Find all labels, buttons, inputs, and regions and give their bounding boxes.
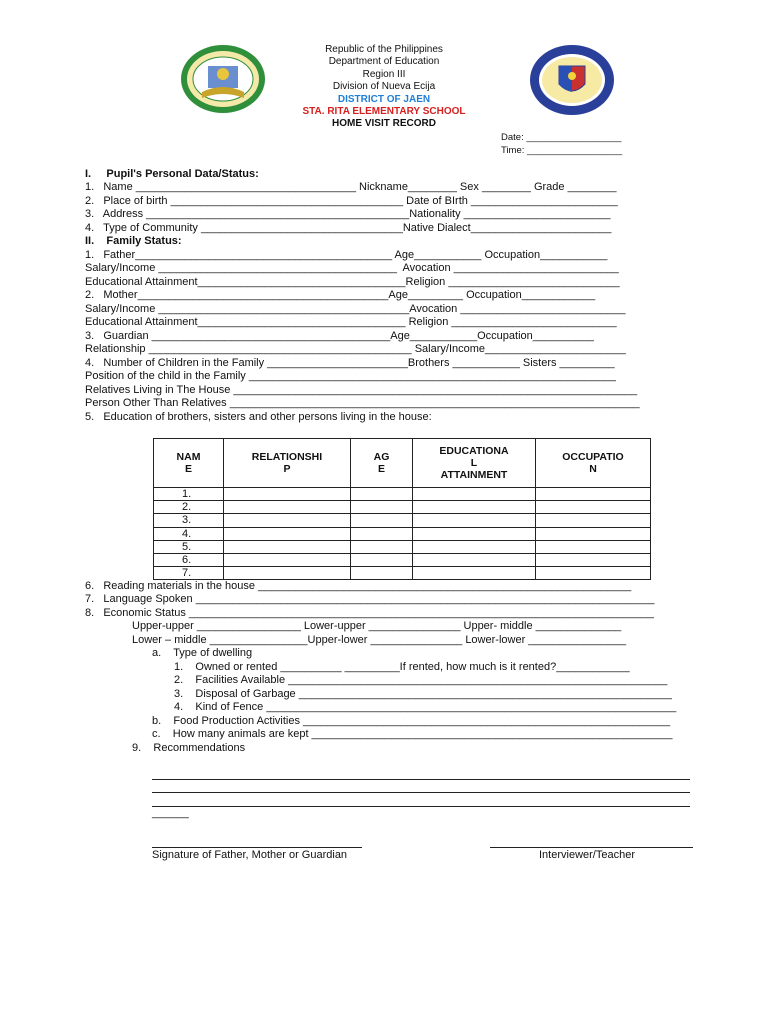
field-children-count[interactable]: 4. Number of Children in the Family _______________________Brothers ___________ Sisters _________	[85, 357, 615, 369]
school-name: STA. RITA ELEMENTARY SCHOOL	[302, 106, 466, 118]
recommendation-line[interactable]	[152, 779, 690, 780]
table-row[interactable]: 4.	[154, 527, 651, 540]
field-child-position[interactable]: Position of the child in the Family ____________________________________________________________	[85, 370, 616, 382]
signature-line-teacher[interactable]	[490, 847, 693, 848]
field-economic-status[interactable]: 8. Economic Status ____________________________________________________________________________	[85, 607, 654, 619]
field-economic-upper[interactable]: Upper-upper _________________ Lower-upper _______________ Upper- middle ______________	[132, 620, 622, 632]
signature-label-guardian: Signature of Father, Mother or Guardian	[152, 849, 348, 861]
document-title: HOME VISIT RECORD	[332, 118, 436, 130]
field-garbage[interactable]: 3. Disposal of Garbage _____________________________________________________________	[174, 688, 672, 700]
table-row[interactable]: 2.	[154, 501, 651, 514]
field-reading-materials[interactable]: 6. Reading materials in the house _____________________________________________________________	[85, 580, 632, 592]
field-language[interactable]: 7. Language Spoken ___________________________________________________________________________	[85, 593, 655, 605]
section-family-status: II. Family Status:	[85, 235, 182, 247]
header-line1: Republic of the Philippines	[325, 44, 443, 55]
field-guardian[interactable]: 3. Guardian _______________________________________Age___________Occupation__________	[85, 330, 594, 342]
time-field[interactable]: Time: __________________	[501, 145, 623, 156]
recommendation-line[interactable]	[152, 806, 690, 807]
table-row[interactable]: 1.	[154, 488, 651, 501]
col-relationship: RELATIONSHI P	[224, 439, 351, 488]
field-guardian-relationship[interactable]: Relationship ___________________________________________ Salary/Income_______________________	[85, 343, 626, 355]
table-row[interactable]: 5.	[154, 540, 651, 553]
field-father-salary[interactable]: Salary/Income _______________________________________ Avocation ___________________________	[85, 262, 619, 274]
recommendation-line-short[interactable]: ______	[152, 807, 189, 819]
field-father-education[interactable]: Educational Attainment__________________________________Religion ____________________________	[85, 276, 620, 288]
field-recommendations: 9. Recommendations	[132, 742, 246, 754]
col-occupation: OCCUPATIO N	[536, 439, 651, 488]
signature-label-teacher: Interviewer/Teacher	[539, 849, 635, 861]
field-mother-education[interactable]: Educational Attainment__________________________________ Religion ___________________________	[85, 316, 617, 328]
field-father[interactable]: 1. Father__________________________________________ Age___________ Occupation___________	[85, 249, 608, 261]
field-mother[interactable]: 2. Mother_________________________________________Age_________ Occupation____________	[85, 289, 596, 301]
table-row[interactable]: 6.	[154, 553, 651, 566]
education-table	[153, 438, 651, 580]
table-row[interactable]: 3.	[154, 514, 651, 527]
field-dwelling: a. Type of dwelling	[152, 647, 253, 659]
field-owned-rented[interactable]: 1. Owned or rented __________ _________If rented, how much is it rented?____________	[174, 661, 630, 673]
district-name: DISTRICT OF JAEN	[337, 93, 431, 105]
field-economic-lower[interactable]: Lower – middle ________________Upper-lower _______________ Lower-lower ________________	[132, 634, 627, 646]
field-education-intro: 5. Education of brothers, sisters and other persons living in the house:	[85, 411, 432, 423]
field-community[interactable]: 4. Type of Community _________________________________Native Dialect_______________________	[85, 222, 612, 234]
signature-line-guardian[interactable]	[152, 847, 362, 848]
col-education: EDUCATIONA L ATTAINMENT	[413, 439, 536, 488]
header-line3: Region III	[362, 68, 406, 80]
field-other-persons[interactable]: Person Other Than Relatives ___________________________________________________________________	[85, 397, 640, 409]
table-header-row	[154, 439, 651, 488]
header-line2: Department of Education	[328, 56, 440, 68]
recommendation-line[interactable]	[152, 792, 690, 793]
field-fence[interactable]: 4. Kind of Fence ___________________________________________________________________	[174, 701, 677, 713]
document-header	[0, 44, 768, 131]
table-row[interactable]: 7.	[154, 567, 651, 580]
field-animals[interactable]: c. How many animals are kept ___________________________________________________________	[152, 728, 673, 740]
field-food-production[interactable]: b. Food Production Activities ____________________________________________________________	[152, 715, 671, 727]
field-mother-salary[interactable]: Salary/Income _________________________________________Avocation ___________________________	[85, 303, 626, 315]
date-field[interactable]: Date: __________________	[501, 132, 622, 143]
field-name[interactable]: 1. Name ____________________________________ Nickname________ Sex ________ Grade ________	[85, 181, 617, 193]
field-birth[interactable]: 2. Place of birth ______________________________________ Date of BIrth ________________________	[85, 195, 618, 207]
col-name: NAM E	[154, 439, 224, 488]
col-age: AG E	[351, 439, 413, 488]
header-line4: Division of Nueva Ecija	[332, 81, 436, 93]
field-address[interactable]: 3. Address ___________________________________________Nationality ________________________	[85, 208, 611, 220]
field-relatives[interactable]: Relatives Living in The House __________________________________________________________________	[85, 384, 638, 396]
field-facilities[interactable]: 2. Facilities Available ______________________________________________________________	[174, 674, 668, 686]
section-personal-data: I. Pupil's Personal Data/Status:	[85, 168, 259, 180]
